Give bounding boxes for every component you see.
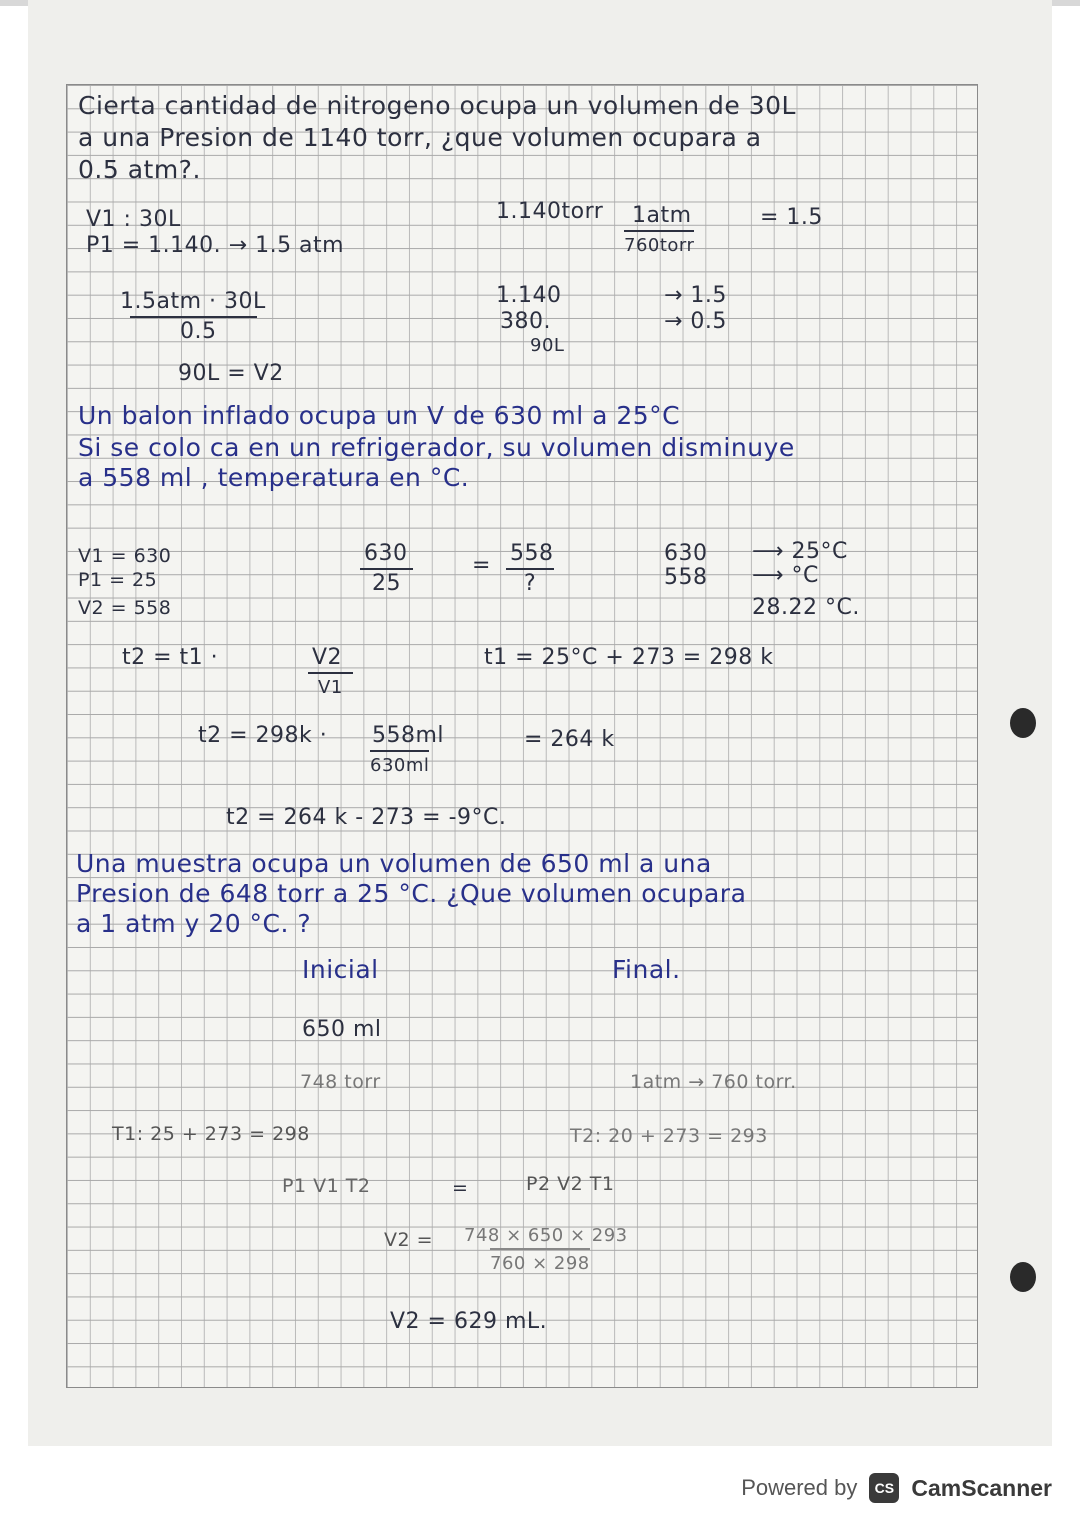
work-line: P1 V1 T2: [282, 1175, 371, 1197]
work-line: V2 =: [384, 1229, 434, 1251]
work-line: =: [472, 553, 491, 578]
work-line: P1 = 1.140. → 1.5 atm: [86, 233, 345, 258]
work-line: T2: 20 + 273 = 293: [570, 1125, 768, 1147]
work-line: 1atm → 760 torr.: [630, 1071, 797, 1093]
work-line: 748 torr: [300, 1071, 381, 1093]
work-line: t2 = 298k ·: [198, 723, 328, 748]
work-line: 630: [364, 541, 408, 566]
problem-1-statement-line: Cierta cantidad de nitrogeno ocupa un volumen de 30L: [78, 91, 796, 120]
work-line: = 264 k: [524, 727, 615, 752]
binder-hole: [1010, 708, 1036, 738]
column-heading-inicial: Inicial: [302, 955, 379, 984]
work-line: 748 × 650 × 293: [464, 1225, 628, 1246]
camscanner-brand: CamScanner: [911, 1474, 1052, 1501]
problem-3-statement-line: a 1 atm y 20 °C. ?: [76, 909, 312, 938]
work-line: V2: [312, 645, 343, 670]
work-line: V1: [308, 672, 353, 702]
work-line: 28.22 °C.: [752, 595, 860, 620]
work-line: 650 ml: [302, 1017, 382, 1042]
powered-by-label: Powered by: [741, 1475, 858, 1500]
work-line: ⟶ °C: [752, 563, 819, 588]
work-line: t2 = t1 ·: [122, 645, 219, 670]
problem-3-statement-line: Una muestra ocupa un volumen de 650 ml a una: [76, 849, 712, 878]
problem-2-statement-line: Un balon inflado ocupa un V de 630 ml a 25°C: [78, 401, 681, 430]
work-line: V2 = 629 mL.: [390, 1309, 548, 1334]
work-line: 1.5atm · 30L: [120, 289, 266, 314]
binder-hole: [1010, 1262, 1036, 1292]
problem-1-statement-line: 0.5 atm?.: [78, 155, 201, 184]
work-line: 558ml: [372, 723, 445, 748]
work-line: 1atm: [632, 203, 692, 228]
work-line: P1 = 25: [78, 569, 158, 591]
work-line: 558: [664, 565, 708, 590]
work-line: T1: 25 + 273 = 298: [112, 1123, 310, 1145]
camscanner-logo-icon: CS: [869, 1473, 899, 1503]
work-line: 1.140: [496, 283, 562, 308]
problem-3-statement-line: Presion de 648 torr a 25 °C. ¿Que volumen ocupara: [76, 879, 747, 908]
column-heading-final: Final.: [612, 955, 681, 984]
work-line: 25: [360, 568, 413, 598]
work-line: 0.5: [130, 316, 257, 346]
work-line: P2 V2 T1: [526, 1173, 615, 1195]
camscanner-watermark: [741, 1466, 1052, 1510]
work-line: 90L = V2: [178, 361, 284, 386]
work-line: =: [452, 1177, 469, 1199]
work-line: ⟶ 25°C: [752, 539, 848, 564]
work-line: V1 : 30L: [86, 207, 181, 232]
work-line: ?: [506, 568, 554, 598]
work-line: → 0.5: [664, 309, 727, 334]
work-line: 630ml: [370, 750, 429, 780]
work-line: 760torr: [624, 230, 694, 260]
problem-2-statement-line: Si se colo ca en un refrigerador, su volumen disminuye: [78, 433, 795, 462]
work-line: 760 × 298: [490, 1248, 590, 1278]
work-line: 90L: [530, 335, 565, 356]
work-line: t2 = 264 k - 273 = -9°C.: [226, 805, 507, 830]
work-line: V1 = 630: [78, 545, 172, 567]
work-line: t1 = 25°C + 273 = 298 k: [484, 645, 774, 670]
work-line: = 1.5: [760, 205, 823, 230]
work-line: 558: [510, 541, 554, 566]
work-line: 1.140torr: [496, 199, 604, 224]
problem-2-statement-line: a 558 ml , temperatura en °C.: [78, 463, 470, 492]
problem-1-statement-line: a una Presion de 1140 torr, ¿que volumen ocupara a: [78, 123, 762, 152]
work-line: 380.: [500, 309, 551, 334]
work-line: 630: [664, 541, 708, 566]
work-line: → 1.5: [664, 283, 727, 308]
work-line: V2 = 558: [78, 597, 172, 619]
